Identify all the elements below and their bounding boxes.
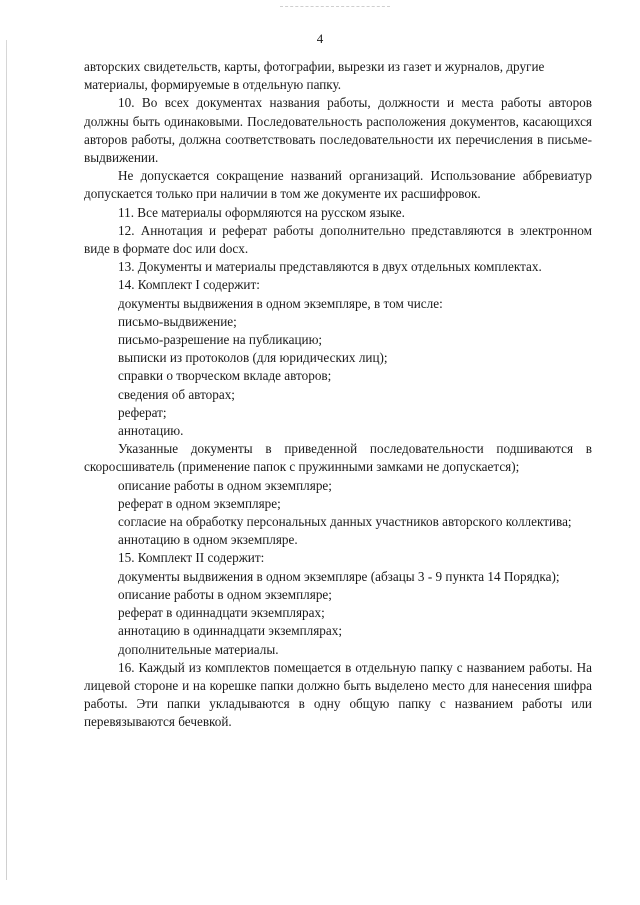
list-item: дополнительные материалы.	[118, 641, 279, 657]
list-item: письмо-выдвижение;	[118, 313, 237, 329]
list-item: документы выдвижения в одном экземпляре, в том числе:	[118, 295, 443, 311]
list-item: согласие на обработку персональных данных участников авторского коллектива;	[118, 514, 572, 530]
list-item: реферат;	[118, 404, 167, 420]
scan-top-marks	[280, 6, 390, 9]
paragraph: 16. Каждый из комплектов помещается в отдельную папку с названием работы. На лицевой стороне и на корешке папки должно быть выделено место для нанесения шифра работы. Эти папки укладываются в одну общую папку с названием работы или перевязываются бечевкой.	[84, 659, 592, 730]
list-item: описание работы в одном экземпляре;	[118, 586, 332, 602]
list-item: реферат в одном экземпляре;	[118, 495, 281, 511]
list-item: справки о творческом вкладе авторов;	[118, 368, 332, 384]
paragraph: авторских свидетельств, карты, фотографии, вырезки из газет и журналов, другие материалы, формируемые в отдельную папку.	[84, 59, 545, 93]
list-item: сведения об авторах;	[118, 386, 235, 402]
list-item: аннотацию в одиннадцати экземплярах;	[118, 623, 343, 639]
paragraph: 13. Документы и материалы представляются в двух отдельных комплектах.	[118, 259, 542, 275]
paragraph: 11. Все материалы оформляются на русском языке.	[118, 204, 405, 220]
paragraph: 12. Аннотация и реферат работы дополнительно представляются в электронном виде в формате doc или docx.	[84, 222, 592, 257]
scan-edge-line	[6, 40, 7, 880]
paragraph: Указанные документы в приведенной последовательности подшиваются в скоросшиватель (применение папок с пружинными замками не допускается);	[84, 441, 592, 475]
page-number: 4	[316, 31, 324, 46]
document-body	[84, 58, 592, 732]
list-item: аннотацию.	[118, 423, 184, 439]
list-item: реферат в одиннадцати экземплярах;	[118, 605, 325, 621]
paragraph: 14. Комплект I содержит:	[118, 277, 260, 293]
paragraph: 10. Во всех документах названия работы, должности и места работы авторов должны быть одинаковыми. Последовательность расположения документов, касающихся авторов работы, должна соответствовать последовательности их перечисления в письме-выдвижении.	[84, 95, 592, 166]
paragraph: Не допускается сокращение названий организаций. Использование аббревиатур допускается только при наличии в том же документе их расшифровок.	[84, 168, 592, 202]
list-item: аннотацию в одном экземпляре.	[118, 532, 298, 548]
list-item: выписки из протоколов (для юридических лиц);	[118, 350, 388, 366]
list-item: описание работы в одном экземпляре;	[118, 477, 332, 493]
list-item: документы выдвижения в одном экземпляре (абзацы 3 - 9 пункта 14 Порядка);	[118, 568, 560, 584]
paragraph: 15. Комплект II содержит:	[118, 550, 265, 566]
list-item: письмо-разрешение на публикацию;	[118, 332, 323, 348]
